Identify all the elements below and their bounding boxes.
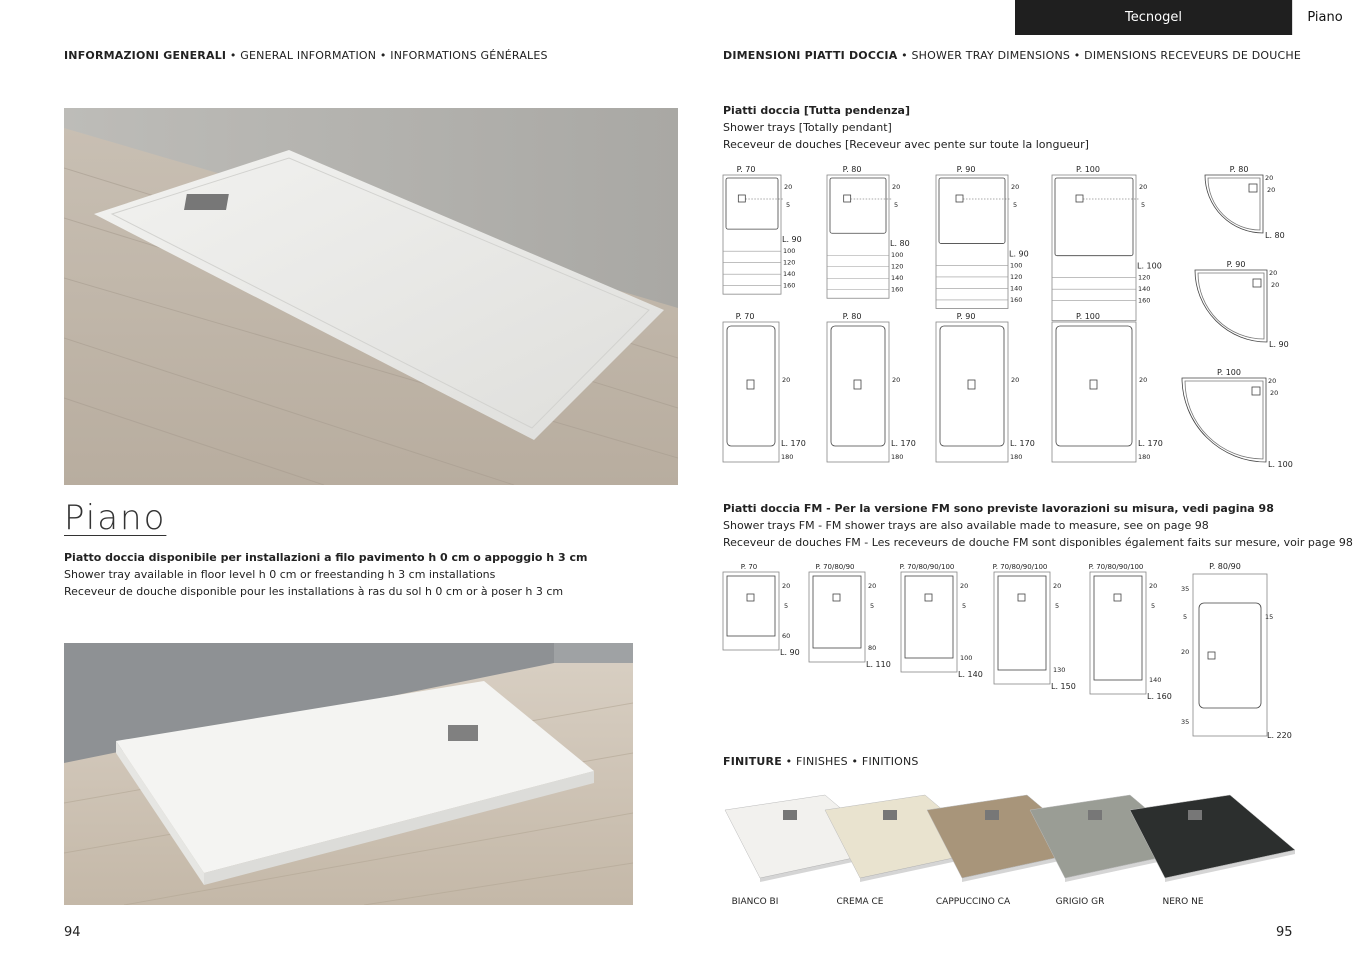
size-label: 160 [783, 281, 796, 290]
drain-square [968, 380, 975, 389]
quarter-tray-inner [1198, 273, 1264, 339]
finish-swatch [1130, 795, 1295, 882]
tray-inner [940, 326, 1004, 446]
tray-length-label: L. 160 [1147, 692, 1172, 701]
dimension-20: 20 [782, 582, 791, 590]
size-label: 140 [1138, 285, 1151, 294]
fm-tray-outline [1090, 572, 1146, 694]
size-label: 100 [891, 251, 904, 260]
dimension-20: 20 [1149, 582, 1158, 590]
tray-outline [723, 322, 779, 462]
tray-length-label: L. 80 [1265, 231, 1285, 240]
size-label: 140 [891, 274, 904, 283]
tray-length-label: L. 100 [1137, 261, 1162, 271]
drain-square [747, 594, 754, 601]
size-label: 160 [891, 285, 904, 294]
drain-square [1076, 195, 1083, 202]
tray-width-label: P. 90 [956, 312, 976, 321]
dimension-20: 20 [784, 183, 793, 191]
tray-width-label: P. 70 [735, 312, 755, 321]
dimensions-heading: DIMENSIONI PIATTI DOCCIA • SHOWER TRAY DIMENSIONS • DIMENSIONS RECEVEURS DE DOUCHE [723, 49, 1301, 62]
dimension-20: 20 [1268, 377, 1277, 385]
dimension-20: 20 [1011, 376, 1020, 384]
drain-square [854, 380, 861, 389]
size-label: 160 [1138, 296, 1151, 305]
drain-square [1252, 387, 1260, 395]
shower-tray-photo-top [64, 108, 678, 485]
drain-square [1253, 279, 1261, 287]
quarter-tray-label: P. 90 [1226, 260, 1246, 269]
fm-depth-label: 130 [1053, 666, 1066, 674]
drain-square [1208, 652, 1215, 659]
fm-tray-label: P. 70/80/90/100 [1088, 563, 1144, 571]
dimension-20: 20 [1011, 183, 1020, 191]
general-info-heading: INFORMAZIONI GENERALI • GENERAL INFORMATION • INFORMATIONS GÉNÉRALES [64, 49, 548, 62]
dimension-5: 5 [786, 201, 791, 209]
tray-length-label: L. 140 [958, 670, 983, 679]
dimension-20: 20 [1265, 174, 1274, 182]
tray-outline [1052, 322, 1136, 462]
fm-description: Piatti doccia FM - Per la versione FM sono previste lavorazioni su misura, vedi pagina 98 Shower trays FM - FM shower trays are also available made to measure, see on page 98 Receveur de douches FM - Les receveurs de douche FM sont disponibles également faits sur mesure, voir page 98 [723, 502, 1353, 549]
dimension-20: 20 [892, 376, 901, 384]
quarter-tray-outline [1195, 270, 1267, 342]
finish-label: CREMA CE [836, 897, 884, 907]
quarter-tray-outline [1182, 378, 1266, 462]
brand-tab: Tecnogel [1015, 0, 1292, 35]
size-label: 100 [783, 247, 796, 256]
tray-length-label: L. 100 [1268, 460, 1293, 469]
fm-tray-outline [809, 572, 865, 662]
drain-square [1249, 184, 1257, 192]
dimension-20: 20 [960, 582, 969, 590]
dimension-20: 20 [1139, 376, 1148, 384]
tray-width-label: P. 90 [956, 165, 976, 174]
fm-depth-label: 100 [960, 654, 973, 662]
product-tab: Piano [1292, 0, 1356, 35]
tray-inner [1056, 326, 1132, 446]
dimension-5: 5 [1055, 602, 1060, 610]
tray-inner [727, 326, 775, 446]
tray-width-label: P. 100 [1076, 165, 1100, 174]
dimension-20: 20 [1053, 582, 1062, 590]
size-label: 140 [1010, 284, 1023, 293]
dimension-20: 20 [1270, 389, 1279, 397]
quarter-tray-label: P. 80 [1229, 165, 1249, 174]
tray-width-label: P. 70 [736, 165, 756, 174]
tray-length-label: L. 220 [1267, 731, 1292, 740]
drain-square [1090, 380, 1097, 389]
finish-label: NERO NE [1162, 897, 1204, 907]
dimension-20: 20 [868, 582, 877, 590]
tray-outline [827, 322, 889, 462]
dimension-20: 20 [1267, 186, 1276, 194]
tray-length-label: L. 150 [1051, 682, 1076, 691]
fm-long-tray-label: P. 80/90 [1209, 562, 1241, 571]
tray-width-label: P. 80 [842, 165, 862, 174]
dimension-5: 5 [1013, 201, 1018, 209]
size-label: 120 [891, 262, 904, 271]
trays-description: Piatti doccia [Tutta pendenza] Shower trays [Totally pendant] Receveur de douches [Receveur avec pente sur toute la longueur] [723, 104, 1089, 151]
tray-length-label: L. 80 [890, 239, 910, 249]
dimension-5: 5 [962, 602, 967, 610]
fm-tray-inner [727, 576, 775, 636]
size-label: 120 [1138, 273, 1151, 282]
fm-tray-outline [994, 572, 1050, 684]
dimension-5: 5 [784, 602, 789, 610]
page-number-left: 94 [64, 925, 81, 940]
dimension-20: 20 [1181, 648, 1190, 656]
size-label: 120 [783, 258, 796, 267]
drain-square [1114, 594, 1121, 601]
product-description: Piatto doccia disponibile per installazioni a filo pavimento h 0 cm o appoggio h 3 cm Shower tray available in floor level h 0 cm or freestanding h 3 cm installations Receveur de douche disponible pour les installations à ras du sol h 0 cm or à poser h 3 cm [64, 551, 588, 598]
size-label: 180 [1010, 453, 1023, 461]
tray-outline [827, 175, 889, 298]
dimension-20: 20 [782, 376, 791, 384]
tray-inner [1055, 178, 1133, 256]
fm-tray-label: P. 70 [740, 563, 758, 571]
dimension-5: 5 [870, 602, 875, 610]
size-label: 180 [781, 453, 794, 461]
fm-tray-outline [723, 572, 779, 650]
fm-depth-label: 60 [782, 632, 791, 640]
fm-tray-inner [813, 576, 861, 648]
tray-length-label: L. 170 [1010, 439, 1035, 448]
dimension-35: 35 [1181, 585, 1190, 593]
drain-square [738, 195, 745, 202]
tray-outline [1052, 175, 1136, 321]
quarter-tray-label: P. 100 [1217, 368, 1241, 377]
product-title: Piano [64, 498, 167, 538]
tray-length-label: L. 90 [782, 235, 802, 245]
tray-length-label: L. 90 [1269, 340, 1289, 349]
tray-width-label: P. 100 [1076, 312, 1100, 321]
dimension-20: 20 [1271, 281, 1280, 289]
drain-square [844, 195, 851, 202]
drain-square [1018, 594, 1025, 601]
fm-tray-inner [998, 576, 1046, 670]
dimension-5: 5 [1141, 201, 1146, 209]
tray-length-label: L. 170 [1138, 439, 1163, 448]
drain-square [956, 195, 963, 202]
quarter-tray-inner [1208, 178, 1260, 230]
dimension-drawings [715, 160, 1315, 760]
finishes-swatches [720, 790, 1300, 885]
fm-tray-label: P. 70/80/90 [815, 563, 855, 571]
finishes-labels [730, 897, 1290, 911]
dimension-5: 5 [894, 201, 899, 209]
tray-length-label: L. 110 [866, 660, 891, 669]
fm-tray-label: P. 70/80/90/100 [899, 563, 955, 571]
finish-label: GRIGIO GR [1055, 897, 1105, 907]
dimension-5: 5 [1151, 602, 1156, 610]
tray-inner [830, 178, 886, 233]
dimension-5: 5 [1183, 613, 1188, 621]
dimension-15: 15 [1265, 613, 1274, 621]
fm-depth-label: 140 [1149, 676, 1162, 684]
tray-inner [831, 326, 885, 446]
size-label: 120 [1010, 272, 1023, 281]
size-label: 160 [1010, 295, 1023, 304]
tray-length-label: L. 170 [891, 439, 916, 448]
dimension-20: 20 [1269, 269, 1278, 277]
shower-tray-photo-bottom [64, 643, 633, 905]
size-label: 180 [891, 453, 904, 461]
finish-label: BIANCO BI [731, 897, 779, 907]
tray-length-label: L. 90 [780, 648, 800, 657]
dimension-20: 20 [892, 183, 901, 191]
tray-inner [939, 178, 1005, 243]
fm-tray-label: P. 70/80/90/100 [992, 563, 1048, 571]
tray-length-label: L. 90 [1009, 249, 1029, 259]
finishes-heading: FINITURE • FINISHES • FINITIONS [723, 755, 919, 768]
fm-long-tray-outline [1193, 574, 1267, 736]
drain-square [925, 594, 932, 601]
tray-inner [726, 178, 778, 229]
size-label: 180 [1138, 453, 1151, 461]
page-number-right: 95 [1276, 925, 1293, 940]
tray-length-label: L. 170 [781, 439, 806, 448]
quarter-tray-inner [1185, 381, 1263, 459]
fm-tray-inner [905, 576, 953, 658]
fm-depth-label: 80 [868, 644, 877, 652]
fm-tray-outline [901, 572, 957, 672]
drain-square [833, 594, 840, 601]
dimension-35: 35 [1181, 718, 1190, 726]
finish-label: CAPPUCCINO CA [935, 897, 1011, 907]
size-label: 140 [783, 270, 796, 279]
tray-outline [723, 175, 781, 294]
tray-outline [936, 322, 1008, 462]
tray-width-label: P. 80 [842, 312, 862, 321]
size-label: 100 [1010, 261, 1023, 270]
drain-square [747, 380, 754, 389]
dimension-20: 20 [1139, 183, 1148, 191]
fm-tray-inner [1094, 576, 1142, 680]
